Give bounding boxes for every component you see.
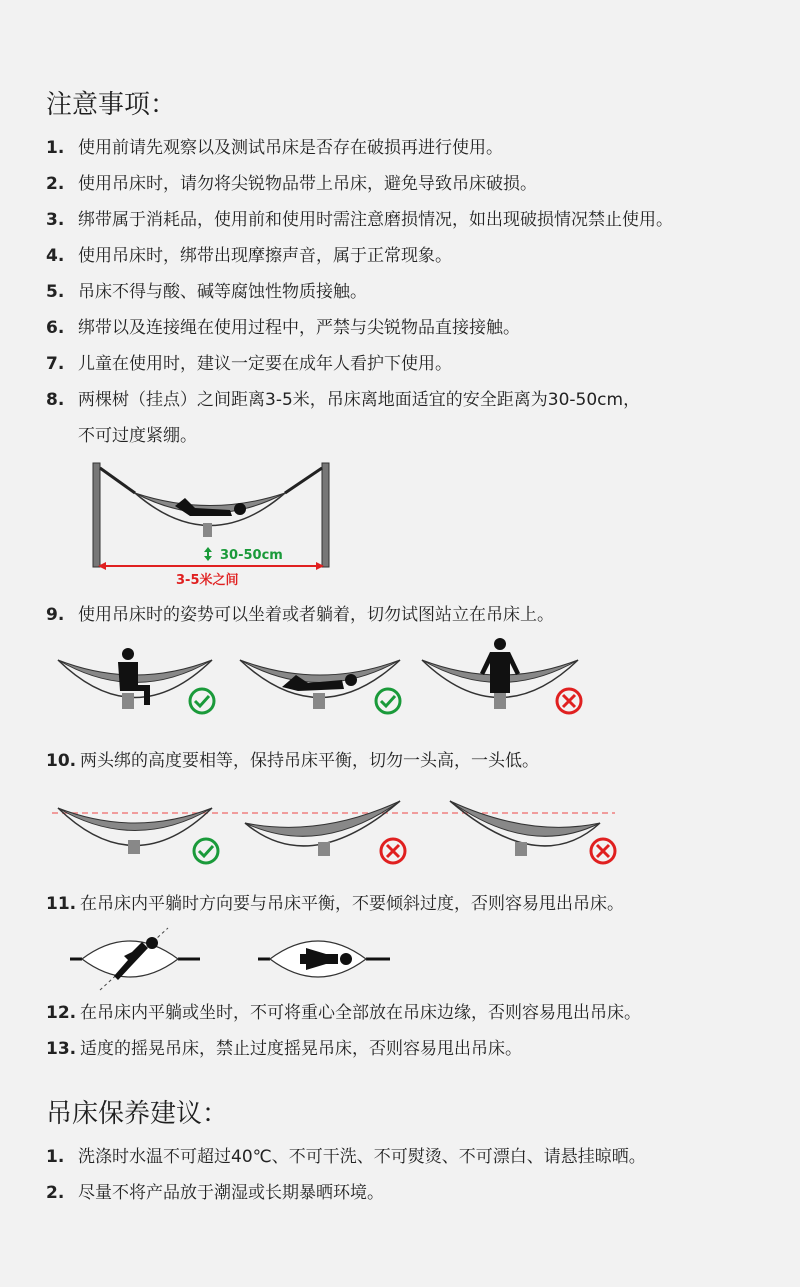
height-label: 30-50cm [220, 548, 283, 563]
list-item: 5. 吊床不得与酸、碱等腐蚀性物质接触。 [46, 282, 367, 302]
list-item: 8. 两棵树（挂点）之间距离3-5米，吊床离地面适宜的安全距离为30-50cm， [46, 390, 641, 410]
hammock-top-view-straight [258, 941, 390, 977]
ok-check-icon [376, 689, 400, 713]
list-item: 7. 儿童在使用时，建议一定要在成年人看护下使用。 [46, 354, 452, 374]
hammock-top-view-diagonal [70, 928, 200, 990]
list-item: 1. 洗涤时水温不可超过40℃、不可干洗、不可熨烫、不可漂白、请悬挂晾晒。 [46, 1147, 646, 1167]
hammock-left-high [450, 801, 600, 856]
list-item: 11. 在吊床内平躺时方向要与吊床平衡，不要倾斜过度，否则容易甩出吊床。 [46, 894, 624, 914]
not-allowed-x-icon [557, 689, 581, 713]
not-allowed-x-icon [381, 839, 405, 863]
balance-diagram [50, 798, 620, 873]
ok-check-icon [190, 689, 214, 713]
distance-arrow-icon [98, 562, 324, 570]
list-item: 3. 绑带属于消耗品，使用前和使用时需注意磨损情况，如出现破损情况禁止使用。 [46, 210, 673, 230]
list-item: 12. 在吊床内平躺或坐时，不可将重心全部放在吊床边缘，否则容易甩出吊床。 [46, 1003, 641, 1023]
ok-check-icon [194, 839, 218, 863]
lying-direction-diagram [70, 928, 400, 993]
section-title-care-tips: 吊床保养建议： [46, 1099, 229, 1129]
hammock-standing [422, 638, 578, 709]
list-item: 9. 使用吊床时的姿势可以坐着或者躺着，切勿试图站立在吊床上。 [46, 605, 554, 625]
not-allowed-x-icon [591, 839, 615, 863]
list-item-continuation: 不可过度紧绷。 [78, 426, 197, 446]
section-title-precautions: 注意事项： [46, 90, 177, 120]
list-item: 4. 使用吊床时，绑带出现摩擦声音，属于正常现象。 [46, 246, 452, 266]
list-item: 2. 使用吊床时，请勿将尖锐物品带上吊床，避免导致吊床破损。 [46, 174, 537, 194]
distance-label: 3-5米之间 [176, 573, 239, 588]
list-item: 10. 两头绑的高度要相等，保持吊床平衡，切勿一头高，一头低。 [46, 751, 539, 771]
hammock-distance-diagram [90, 458, 340, 588]
list-item: 13. 适度的摇晃吊床，禁止过度摇晃吊床，否则容易甩出吊床。 [46, 1039, 522, 1059]
height-arrow-icon [204, 547, 212, 561]
posture-diagram [50, 635, 590, 720]
list-item: 2. 尽量不将产品放于潮湿或长期暴晒环境。 [46, 1183, 384, 1203]
hammock-level [58, 808, 212, 854]
list-item: 6. 绑带以及连接绳在使用过程中，严禁与尖锐物品直接接触。 [46, 318, 520, 338]
hammock-right-high [245, 801, 400, 856]
list-item: 1. 使用前请先观察以及测试吊床是否存在破损再进行使用。 [46, 138, 503, 158]
